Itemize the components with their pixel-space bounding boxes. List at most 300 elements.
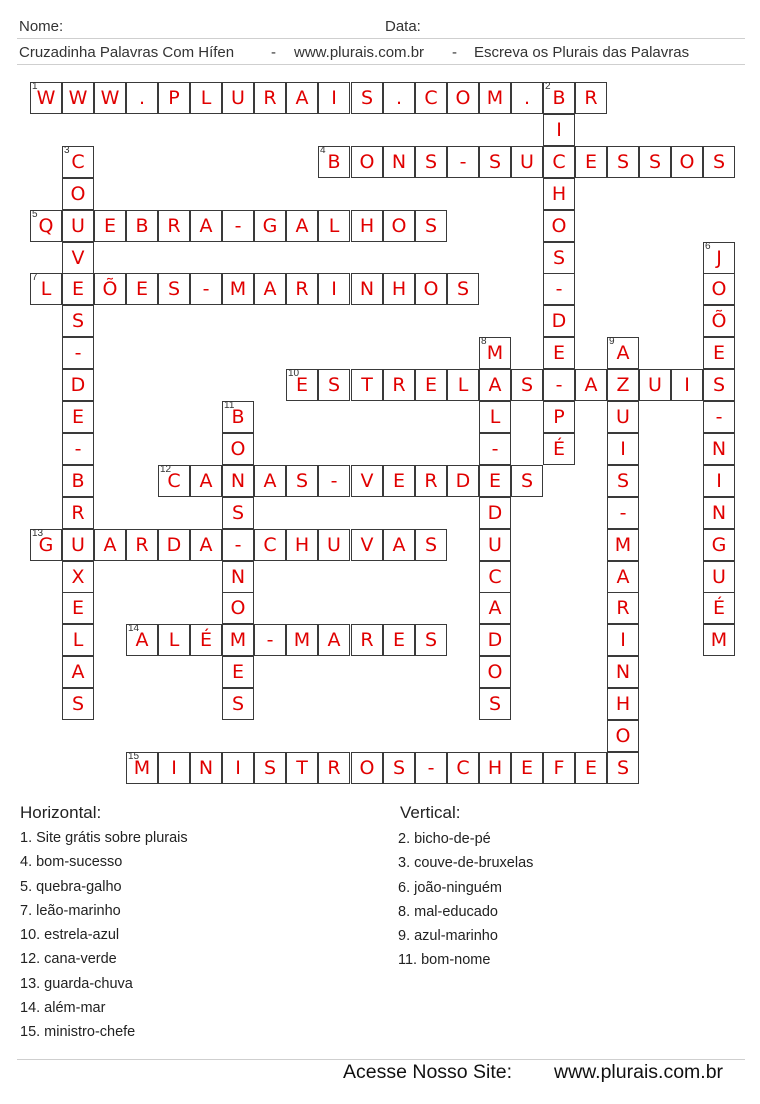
crossword-cell[interactable]	[222, 465, 254, 497]
crossword-letter: A	[199, 470, 213, 492]
crossword-cell[interactable]	[190, 465, 222, 497]
crossword-cell[interactable]	[254, 752, 286, 784]
crossword-letter: E	[71, 597, 84, 619]
crossword-cell[interactable]	[703, 433, 735, 465]
crossword-letter: P	[168, 87, 180, 109]
crossword-letter: S	[424, 629, 438, 651]
crossword-cell[interactable]	[318, 273, 350, 305]
crossword-cell[interactable]	[222, 752, 254, 784]
crossword-cell[interactable]	[703, 242, 735, 274]
crossword-cell[interactable]	[415, 146, 447, 178]
date-label: Data:	[385, 18, 421, 35]
crossword-cell[interactable]	[703, 401, 735, 433]
crossword-cell[interactable]	[703, 305, 735, 337]
crossword-cell[interactable]	[286, 529, 318, 561]
crossword-cell[interactable]	[607, 688, 639, 720]
crossword-cell[interactable]	[286, 273, 318, 305]
crossword-letter: M	[133, 757, 151, 779]
crossword-cell[interactable]	[607, 529, 639, 561]
crossword-letter: S	[712, 151, 726, 173]
crossword-cell[interactable]	[222, 497, 254, 529]
crossword-cell[interactable]	[703, 146, 735, 178]
crossword-cell[interactable]	[318, 624, 350, 656]
crossword-cell[interactable]	[158, 529, 190, 561]
crossword-letter: D	[166, 534, 182, 556]
crossword-letter: T	[296, 757, 308, 779]
crossword-letter: S	[392, 757, 406, 779]
crossword-cell[interactable]	[479, 752, 511, 784]
crossword-letter: S	[488, 151, 502, 173]
crossword-letter: S	[327, 374, 341, 396]
crossword-cell[interactable]	[447, 146, 479, 178]
crossword-letter: R	[167, 215, 181, 237]
crossword-letter: -	[555, 374, 563, 396]
crossword-cell[interactable]	[703, 273, 735, 305]
crossword-cell[interactable]	[447, 369, 479, 401]
clue-item: 14. além-mar	[20, 1000, 106, 1017]
crossword-cell[interactable]	[318, 369, 350, 401]
crossword-cell[interactable]	[126, 82, 158, 114]
crossword-letter: A	[135, 629, 149, 651]
crossword-letter: O	[679, 151, 695, 173]
crossword-cell[interactable]	[30, 529, 62, 561]
crossword-cell[interactable]	[383, 752, 415, 784]
crossword-cell[interactable]	[94, 210, 126, 242]
crossword-cell[interactable]	[62, 82, 94, 114]
crossword-cell[interactable]	[479, 401, 511, 433]
crossword-cell[interactable]	[222, 433, 254, 465]
crossword-cell[interactable]	[607, 465, 639, 497]
crossword-cell[interactable]	[318, 465, 350, 497]
crossword-cell[interactable]	[222, 688, 254, 720]
crossword-letter: W	[68, 87, 88, 109]
crossword-cell[interactable]	[126, 210, 158, 242]
crossword-cell[interactable]	[62, 146, 94, 178]
clue-item: 4. bom-sucesso	[20, 854, 123, 871]
crossword-cell[interactable]	[703, 369, 735, 401]
crossword-cell[interactable]	[447, 752, 479, 784]
crossword-cell[interactable]	[222, 529, 254, 561]
crossword-letter: B	[552, 87, 566, 109]
crossword-cell[interactable]	[62, 210, 94, 242]
crossword-cell[interactable]	[190, 273, 222, 305]
footer-site-link[interactable]: www.plurais.com.br	[554, 1061, 724, 1083]
crossword-cell[interactable]	[94, 529, 126, 561]
crossword-letter: U	[71, 215, 85, 237]
crossword-cell[interactable]	[190, 752, 222, 784]
crossword-cell[interactable]	[415, 273, 447, 305]
crossword-cell[interactable]	[62, 178, 94, 210]
crossword-cell[interactable]	[318, 146, 350, 178]
crossword-cell[interactable]	[222, 401, 254, 433]
crossword-cell[interactable]	[351, 82, 383, 114]
crossword-letter: N	[230, 470, 246, 492]
crossword-letter: O	[455, 87, 471, 109]
crossword-letter: A	[263, 470, 277, 492]
crossword-letter: E	[712, 342, 725, 364]
crossword-letter: E	[584, 151, 597, 173]
crossword-cell[interactable]	[254, 465, 286, 497]
crossword-cell[interactable]	[62, 369, 94, 401]
crossword-cell[interactable]	[222, 592, 254, 624]
crossword-cell[interactable]	[158, 210, 190, 242]
crossword-cell[interactable]	[543, 114, 575, 146]
crossword-cell[interactable]	[351, 210, 383, 242]
crossword-cell[interactable]	[62, 656, 94, 688]
crossword-cell[interactable]	[190, 210, 222, 242]
crossword-cell[interactable]	[511, 82, 543, 114]
crossword-cell[interactable]	[383, 146, 415, 178]
crossword-letter: R	[360, 629, 374, 651]
crossword-cell[interactable]	[158, 624, 190, 656]
crossword-letter: P	[553, 406, 565, 428]
crossword-cell[interactable]	[351, 529, 383, 561]
crossword-cell[interactable]	[62, 465, 94, 497]
crossword-cell[interactable]	[607, 146, 639, 178]
crossword-letter: W	[100, 87, 120, 109]
crossword-cell[interactable]	[254, 624, 286, 656]
crossword-cell[interactable]	[222, 656, 254, 688]
crossword-cell[interactable]	[511, 146, 543, 178]
crossword-letter: L	[328, 215, 340, 237]
crossword-letter: E	[231, 661, 244, 683]
crossword-cell[interactable]	[62, 624, 94, 656]
crossword-cell[interactable]	[254, 273, 286, 305]
crossword-cell[interactable]	[383, 210, 415, 242]
crossword-cell[interactable]	[318, 82, 350, 114]
crossword-cell[interactable]	[254, 82, 286, 114]
subtitle-instruction: Escreva os Plurais das Palavras	[474, 44, 690, 61]
crossword-cell[interactable]	[479, 624, 511, 656]
crossword-letter: -	[619, 502, 627, 524]
crossword-cell[interactable]	[94, 82, 126, 114]
crossword-cell[interactable]	[511, 465, 543, 497]
crossword-cell[interactable]	[479, 561, 511, 593]
crossword-cell[interactable]	[30, 210, 62, 242]
crossword-letter: A	[584, 374, 598, 396]
crossword-letter: O	[359, 151, 375, 173]
crossword-cell[interactable]	[158, 82, 190, 114]
crossword-cell[interactable]	[415, 369, 447, 401]
crossword-cell[interactable]	[126, 529, 158, 561]
crossword-letter: R	[392, 374, 406, 396]
crossword-letter: Z	[616, 374, 630, 396]
crossword-letter: S	[71, 693, 85, 715]
crossword-letter: Õ	[102, 278, 118, 300]
crossword-cell[interactable]	[415, 752, 447, 784]
crossword-cell[interactable]	[351, 465, 383, 497]
crossword-letter: H	[391, 278, 407, 300]
crossword-cell[interactable]	[62, 242, 94, 274]
crossword-cell[interactable]	[222, 82, 254, 114]
crossword-cell[interactable]	[62, 401, 94, 433]
crossword-letter: S	[360, 87, 374, 109]
crossword-cell[interactable]	[351, 369, 383, 401]
crossword-cell[interactable]	[671, 369, 703, 401]
subtitle-title: Cruzadinha Palavras Com Hífen	[19, 44, 235, 61]
crossword-letter: X	[71, 566, 85, 588]
crossword-letter: L	[457, 374, 469, 396]
crossword-cell[interactable]	[511, 369, 543, 401]
clue-number: 12	[160, 464, 172, 475]
crossword-cell[interactable]	[479, 433, 511, 465]
crossword-cell[interactable]	[479, 656, 511, 688]
crossword-cell[interactable]	[511, 752, 543, 784]
crossword-cell[interactable]	[30, 82, 62, 114]
crossword-cell[interactable]	[318, 752, 350, 784]
crossword-cell[interactable]	[286, 82, 318, 114]
crossword-cell[interactable]	[447, 465, 479, 497]
crossword-letter: J	[716, 247, 722, 269]
crossword-letter: -	[555, 278, 563, 300]
crossword-letter: A	[488, 597, 502, 619]
crossword-letter: S	[520, 470, 534, 492]
crossword-cell[interactable]	[158, 465, 190, 497]
crossword-cell[interactable]	[222, 210, 254, 242]
crossword-cell[interactable]	[479, 82, 511, 114]
crossword-cell[interactable]	[383, 465, 415, 497]
crossword-letter: M	[486, 342, 504, 364]
crossword-letter: R	[135, 534, 149, 556]
clue-item: 8. mal-educado	[398, 903, 498, 920]
crossword-letter: G	[711, 534, 727, 556]
crossword-cell[interactable]	[286, 369, 318, 401]
crossword-letter: N	[615, 661, 631, 683]
crossword-cell[interactable]	[415, 82, 447, 114]
crossword-letter: N	[230, 566, 246, 588]
crossword-cell[interactable]	[607, 752, 639, 784]
crossword-cell[interactable]	[62, 497, 94, 529]
crossword-cell[interactable]	[575, 146, 607, 178]
crossword-letter: C	[456, 757, 470, 779]
crossword-cell[interactable]	[671, 146, 703, 178]
crossword-cell[interactable]	[639, 146, 671, 178]
crossword-letter: L	[72, 629, 84, 651]
crossword-cell[interactable]	[703, 497, 735, 529]
crossword-letter: N	[711, 502, 727, 524]
crossword-cell[interactable]	[607, 433, 639, 465]
clue-item: 5. quebra-galho	[20, 878, 122, 895]
crossword-cell[interactable]	[254, 529, 286, 561]
crossword-cell[interactable]	[415, 529, 447, 561]
crossword-letter: A	[488, 374, 502, 396]
crossword-letter: -	[266, 629, 274, 651]
horizontal-clues-title: Horizontal:	[20, 803, 102, 822]
horizontal-clues-list	[20, 826, 188, 1045]
crossword-cell[interactable]	[543, 401, 575, 433]
crossword-cell[interactable]	[703, 465, 735, 497]
crossword-letter: C	[71, 151, 85, 173]
crossword-cell[interactable]	[479, 529, 511, 561]
crossword-cell[interactable]	[543, 178, 575, 210]
clue-item: 6. joão-ninguém	[398, 879, 502, 896]
crossword-cell[interactable]	[703, 561, 735, 593]
crossword-letter: O	[487, 661, 503, 683]
crossword-cell[interactable]	[543, 210, 575, 242]
subtitle-separator: -	[452, 44, 457, 61]
crossword-cell[interactable]	[62, 529, 94, 561]
crossword-cell[interactable]	[222, 561, 254, 593]
crossword-cell[interactable]	[158, 752, 190, 784]
crossword-cell[interactable]	[607, 337, 639, 369]
crossword-cell[interactable]	[607, 656, 639, 688]
crossword-cell[interactable]	[158, 273, 190, 305]
crossword-cell[interactable]	[190, 529, 222, 561]
crossword-cell[interactable]	[479, 146, 511, 178]
crossword-letter: S	[616, 151, 630, 173]
crossword-letter: D	[487, 629, 503, 651]
crossword-cell[interactable]	[703, 624, 735, 656]
crossword-letter: I	[235, 757, 241, 779]
crossword-cell[interactable]	[543, 433, 575, 465]
crossword-cell[interactable]	[543, 369, 575, 401]
crossword-cell[interactable]	[30, 273, 62, 305]
crossword-letter: H	[359, 215, 375, 237]
crossword-cell[interactable]	[94, 273, 126, 305]
crossword-cell[interactable]	[222, 273, 254, 305]
crossword-letter: S	[520, 374, 534, 396]
clue-number: 15	[128, 751, 140, 762]
crossword-letter: I	[620, 629, 626, 651]
subtitle-site[interactable]: www.plurais.com.br	[294, 44, 425, 61]
crossword-cell[interactable]	[607, 561, 639, 593]
crossword-letter: O	[70, 183, 86, 205]
crossword-cell[interactable]	[190, 624, 222, 656]
crossword-letter: I	[556, 119, 562, 141]
crossword-cell[interactable]	[62, 688, 94, 720]
vertical-clues-list	[398, 827, 533, 973]
crossword-cell[interactable]	[62, 561, 94, 593]
footer-divider	[17, 1059, 745, 1060]
crossword-cell[interactable]	[383, 369, 415, 401]
crossword-cell[interactable]	[62, 592, 94, 624]
crossword-letter: C	[263, 534, 277, 556]
crossword-letter: E	[135, 278, 148, 300]
crossword-cell[interactable]	[62, 273, 94, 305]
crossword-cell[interactable]	[479, 337, 511, 369]
crossword-cell[interactable]	[351, 752, 383, 784]
crossword-letter: I	[331, 87, 337, 109]
crossword-cell[interactable]	[286, 624, 318, 656]
crossword-cell[interactable]	[543, 337, 575, 369]
crossword-cell[interactable]	[479, 497, 511, 529]
crossword-letter: N	[359, 278, 375, 300]
crossword-cell[interactable]	[318, 529, 350, 561]
crossword-cell[interactable]	[575, 369, 607, 401]
crossword-cell[interactable]	[190, 82, 222, 114]
crossword-letter: U	[712, 566, 726, 588]
crossword-letter: G	[262, 215, 278, 237]
crossword-cell[interactable]	[703, 337, 735, 369]
crossword-letter: S	[295, 470, 309, 492]
crossword-cell[interactable]	[126, 273, 158, 305]
crossword-cell[interactable]	[479, 592, 511, 624]
crossword-cell[interactable]	[62, 433, 94, 465]
clue-item: 11. bom-nome	[398, 952, 491, 969]
clue-item: 10. estrela-azul	[20, 927, 120, 944]
crossword-cell[interactable]	[254, 210, 286, 242]
crossword-letter: E	[71, 278, 84, 300]
crossword-cell[interactable]	[607, 497, 639, 529]
crossword-letter: S	[424, 151, 438, 173]
crossword-cell[interactable]	[286, 752, 318, 784]
crossword-cell[interactable]	[607, 401, 639, 433]
crossword-cell[interactable]	[479, 465, 511, 497]
crossword-letter: M	[710, 629, 728, 651]
crossword-letter: S	[552, 247, 566, 269]
crossword-letter: D	[487, 502, 503, 524]
crossword-cell[interactable]	[543, 305, 575, 337]
crossword-letter: A	[295, 87, 309, 109]
crossword-cell[interactable]	[126, 752, 158, 784]
crossword-cell[interactable]	[286, 210, 318, 242]
crossword-letter: A	[71, 661, 85, 683]
crossword-cell[interactable]	[415, 465, 447, 497]
crossword-cell[interactable]	[575, 752, 607, 784]
crossword-cell[interactable]	[639, 369, 671, 401]
crossword-cell[interactable]	[703, 529, 735, 561]
crossword-letter: E	[584, 757, 597, 779]
crossword-cell[interactable]	[318, 210, 350, 242]
crossword-cell[interactable]	[62, 337, 94, 369]
crossword-cell[interactable]	[351, 624, 383, 656]
crossword-cell[interactable]	[607, 624, 639, 656]
crossword-cell[interactable]	[383, 273, 415, 305]
name-label: Nome:	[19, 18, 64, 35]
crossword-cell[interactable]	[383, 624, 415, 656]
crossword-cell[interactable]	[607, 369, 639, 401]
crossword-cell[interactable]	[703, 592, 735, 624]
crossword-cell[interactable]	[62, 305, 94, 337]
crossword-letter: -	[202, 278, 210, 300]
crossword-cell[interactable]	[383, 529, 415, 561]
crossword-letter: B	[135, 215, 149, 237]
crossword-cell[interactable]	[447, 273, 479, 305]
crossword-cell[interactable]	[351, 146, 383, 178]
crossword-cell[interactable]	[222, 624, 254, 656]
crossword-letter: L	[489, 406, 501, 428]
crossword-cell[interactable]	[479, 688, 511, 720]
crossword-letter: Õ	[711, 310, 727, 332]
clue-number: 9	[609, 336, 615, 347]
crossword-letter: O	[551, 215, 567, 237]
crossword-cell[interactable]	[126, 624, 158, 656]
crossword-letter: S	[231, 693, 245, 715]
crossword-cell[interactable]	[383, 82, 415, 114]
crossword-cell[interactable]	[447, 82, 479, 114]
crossword-cell[interactable]	[543, 273, 575, 305]
crossword-cell[interactable]	[543, 752, 575, 784]
crossword-cell[interactable]	[415, 210, 447, 242]
crossword-letter: -	[74, 342, 82, 364]
crossword-cell[interactable]	[607, 592, 639, 624]
crossword-cell[interactable]	[543, 82, 575, 114]
crossword-cell[interactable]	[575, 82, 607, 114]
crossword-letter: O	[711, 278, 727, 300]
crossword-letter: S	[488, 693, 502, 715]
crossword-cell[interactable]	[543, 146, 575, 178]
crossword-cell[interactable]	[351, 273, 383, 305]
crossword-cell[interactable]	[286, 465, 318, 497]
crossword-cell[interactable]	[607, 720, 639, 752]
crossword-cell[interactable]	[415, 624, 447, 656]
crossword-cell[interactable]	[543, 242, 575, 274]
crossword-letter: A	[616, 566, 630, 588]
crossword-letter: I	[331, 278, 337, 300]
crossword-cell[interactable]	[479, 369, 511, 401]
crossword-letter: Q	[38, 215, 54, 237]
crossword-letter: H	[487, 757, 503, 779]
